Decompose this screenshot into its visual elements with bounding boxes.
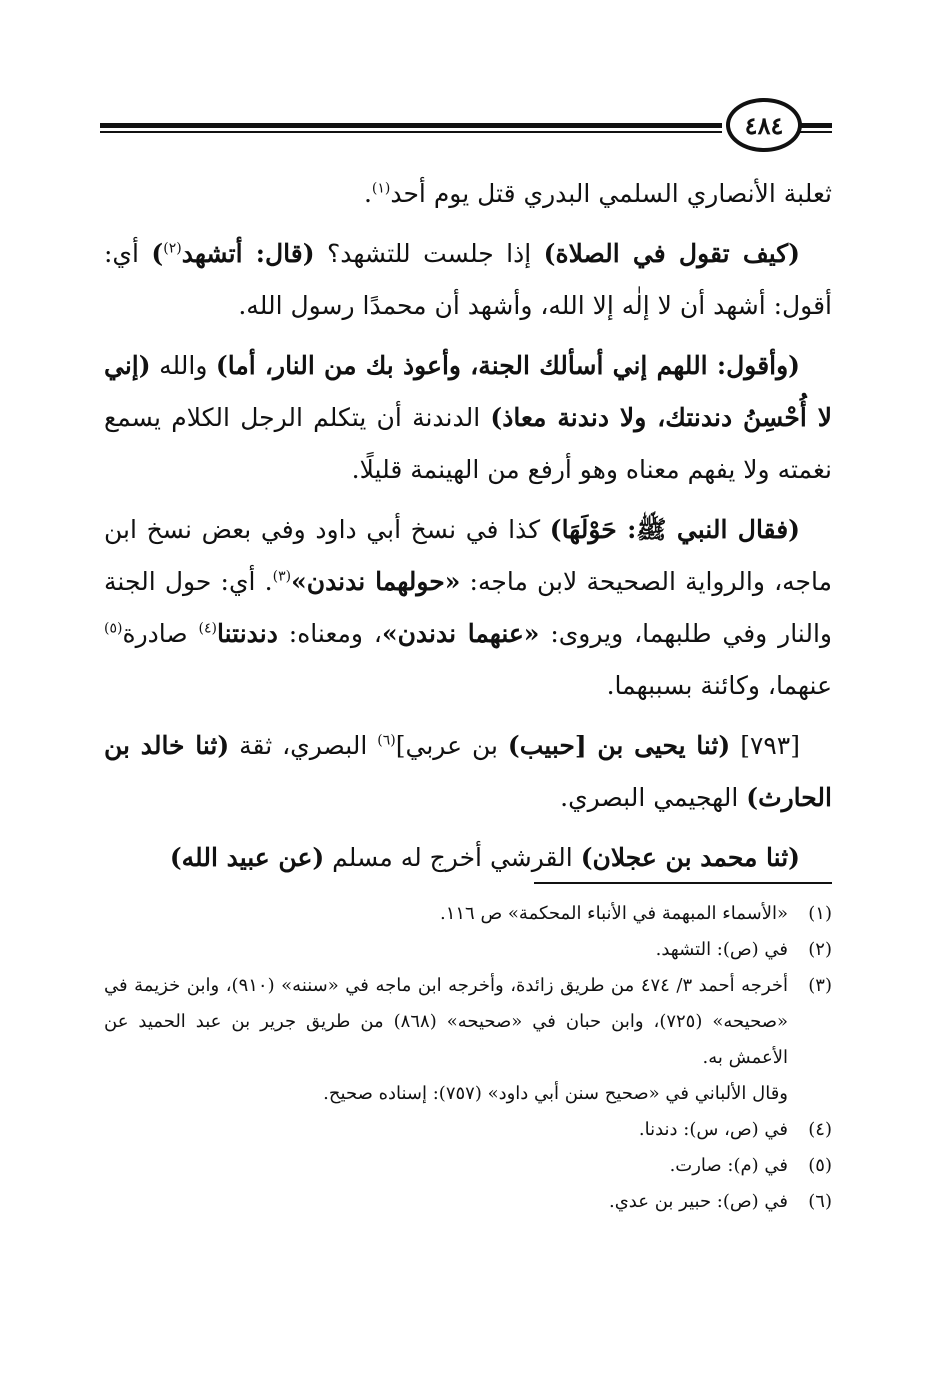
footnote-ref-3: (٣)	[272, 568, 292, 585]
p2-bold-1: (كيف تقول في الصلاة)	[543, 239, 800, 268]
paragraph-2	[104, 228, 832, 332]
footnote-number: (٥)	[808, 1155, 832, 1176]
footnote-text: وقال الألباني في «صحيح سنن أبي داود» (٧٥٧): إسناده صحيح.	[323, 1083, 788, 1104]
p2-bold-2: (قال: أتشهد	[181, 239, 315, 268]
p6-bold-1: (ثنا محمد بن عجلان)	[580, 843, 800, 872]
header-rule-right	[798, 123, 832, 128]
header-rule-thin	[100, 131, 722, 133]
p2-text-1: إذا جلست للتشهد؟	[314, 239, 544, 268]
p4-text-4: صادرة	[122, 619, 199, 648]
p5-text-1: بن عربي]	[395, 731, 508, 760]
p3-bold-1: (وأقول: اللهم إني أسألك الجنة، وأعوذ بك من النار، أما)	[215, 351, 800, 380]
p4-text-5: عنهما، وكائنة بسببهما.	[606, 671, 832, 700]
p1-text: ثعلبة الأنصاري السلمي البدري قتل يوم أحد	[390, 179, 832, 208]
p4-bold-3: «عنهما ندندن»	[381, 619, 540, 648]
footnote-item	[104, 896, 832, 932]
p4-text-3: ، ومعناه:	[277, 619, 382, 648]
footnote-ref-4: (٤)	[198, 620, 217, 637]
footnote-number: (٣)	[808, 975, 832, 996]
p3-text-2: الدندنة أن يتكلم الرجل الكلام يسمع نغمته ولا يفهم معناه وهو أرفع من الهينمة قليلًا.	[104, 403, 832, 484]
p3-bold-2: (إني لا أُحْسِنُ دندنتك، ولا دندنة معاذ)	[104, 351, 832, 432]
footnote-item	[104, 932, 832, 968]
footnote-separator	[534, 882, 832, 884]
paragraph-4	[104, 504, 832, 712]
header-rule-right-thin	[798, 131, 832, 133]
p2-text-2: أي: أقول: أشهد أن لا إلٰه إلا الله، وأشهد أن محمدًا رسول الله.	[104, 239, 832, 320]
p3-text-1: والله	[150, 351, 216, 380]
footnote-text: في (ص، س): دندنا.	[638, 1119, 788, 1140]
footnote-text: في (ص): التشهد.	[655, 939, 788, 960]
p6-bold-2: (عن عبيد الله)	[169, 843, 325, 872]
footnote-item	[104, 1184, 832, 1220]
p4-bold-4: دندنتنا	[216, 619, 278, 648]
footnote-item	[104, 968, 832, 1076]
footnote-text: أخرجه أحمد ٣/ ٤٧٤ من طريق زائدة، وأخرجه ابن ماجه في «سننه» (٩١٠)، وابن خزيمة في «صحيحه» (٧٢٥)، وابن حبان في «صحيحه» (٨٦٨) من طريق جرير بن عبد الحميد عن الأعمش به.	[104, 975, 788, 1068]
footnote-text: «الأسماء المبهمة في الأنباء المحكمة» ص ١١٦.	[439, 903, 788, 924]
p4-text-2: . أي: حول الجنة والنار وفي طلبهما، ويروى:	[104, 567, 832, 648]
footnote-ref-5: (٥)	[104, 620, 123, 637]
p5-bold-1: (ثنا يحيى بن [حبيب)	[507, 731, 731, 760]
footnote-number: (٢)	[808, 939, 832, 960]
footnote-number: (١)	[808, 903, 832, 924]
paragraph-5	[104, 720, 832, 824]
page-header	[100, 96, 832, 156]
footnote-ref-6: (٦)	[377, 732, 396, 749]
hadith-number: [٧٩٣]	[730, 731, 801, 760]
footnote-ref-1: (١)	[371, 180, 391, 197]
p6-text-1: القرشي أخرج له مسلم	[324, 843, 581, 872]
footnote-text: في (م): صارت.	[669, 1155, 788, 1176]
footnotes	[104, 896, 832, 1220]
page-number: ٤٨٤	[726, 98, 802, 152]
p4-bold-1: (فقال النبي ﷺ: حَوْلَهَا)	[549, 515, 800, 544]
p2-bold-3: )	[151, 239, 164, 268]
header-rule	[100, 123, 722, 128]
p5-bold-2: (ثنا خالد بن الحارث)	[104, 731, 832, 812]
footnote-item	[104, 1148, 832, 1184]
paragraph-6	[104, 832, 832, 884]
p4-text-1: كذا في نسخ أبي داود وفي بعض نسخ ابن ماجه، والرواية الصحيحة لابن ماجه:	[104, 515, 833, 596]
p1-end: .	[363, 179, 372, 208]
paragraph-3	[104, 340, 832, 496]
footnote-ref-2: (٢)	[163, 240, 182, 257]
p5-text-3: الهجيمي البصري.	[560, 783, 747, 812]
p5-text-2: البصري، ثقة	[229, 731, 378, 760]
footnote-continuation	[104, 1076, 832, 1112]
footnote-text: في (ص): حبير بن عدي.	[609, 1191, 788, 1212]
footnote-number: (٦)	[808, 1191, 832, 1212]
main-text	[104, 168, 832, 892]
footnote-item	[104, 1112, 832, 1148]
p4-bold-2: «حولهما ندندن»	[291, 567, 461, 596]
paragraph-1	[104, 168, 832, 220]
footnote-number: (٤)	[808, 1119, 832, 1140]
